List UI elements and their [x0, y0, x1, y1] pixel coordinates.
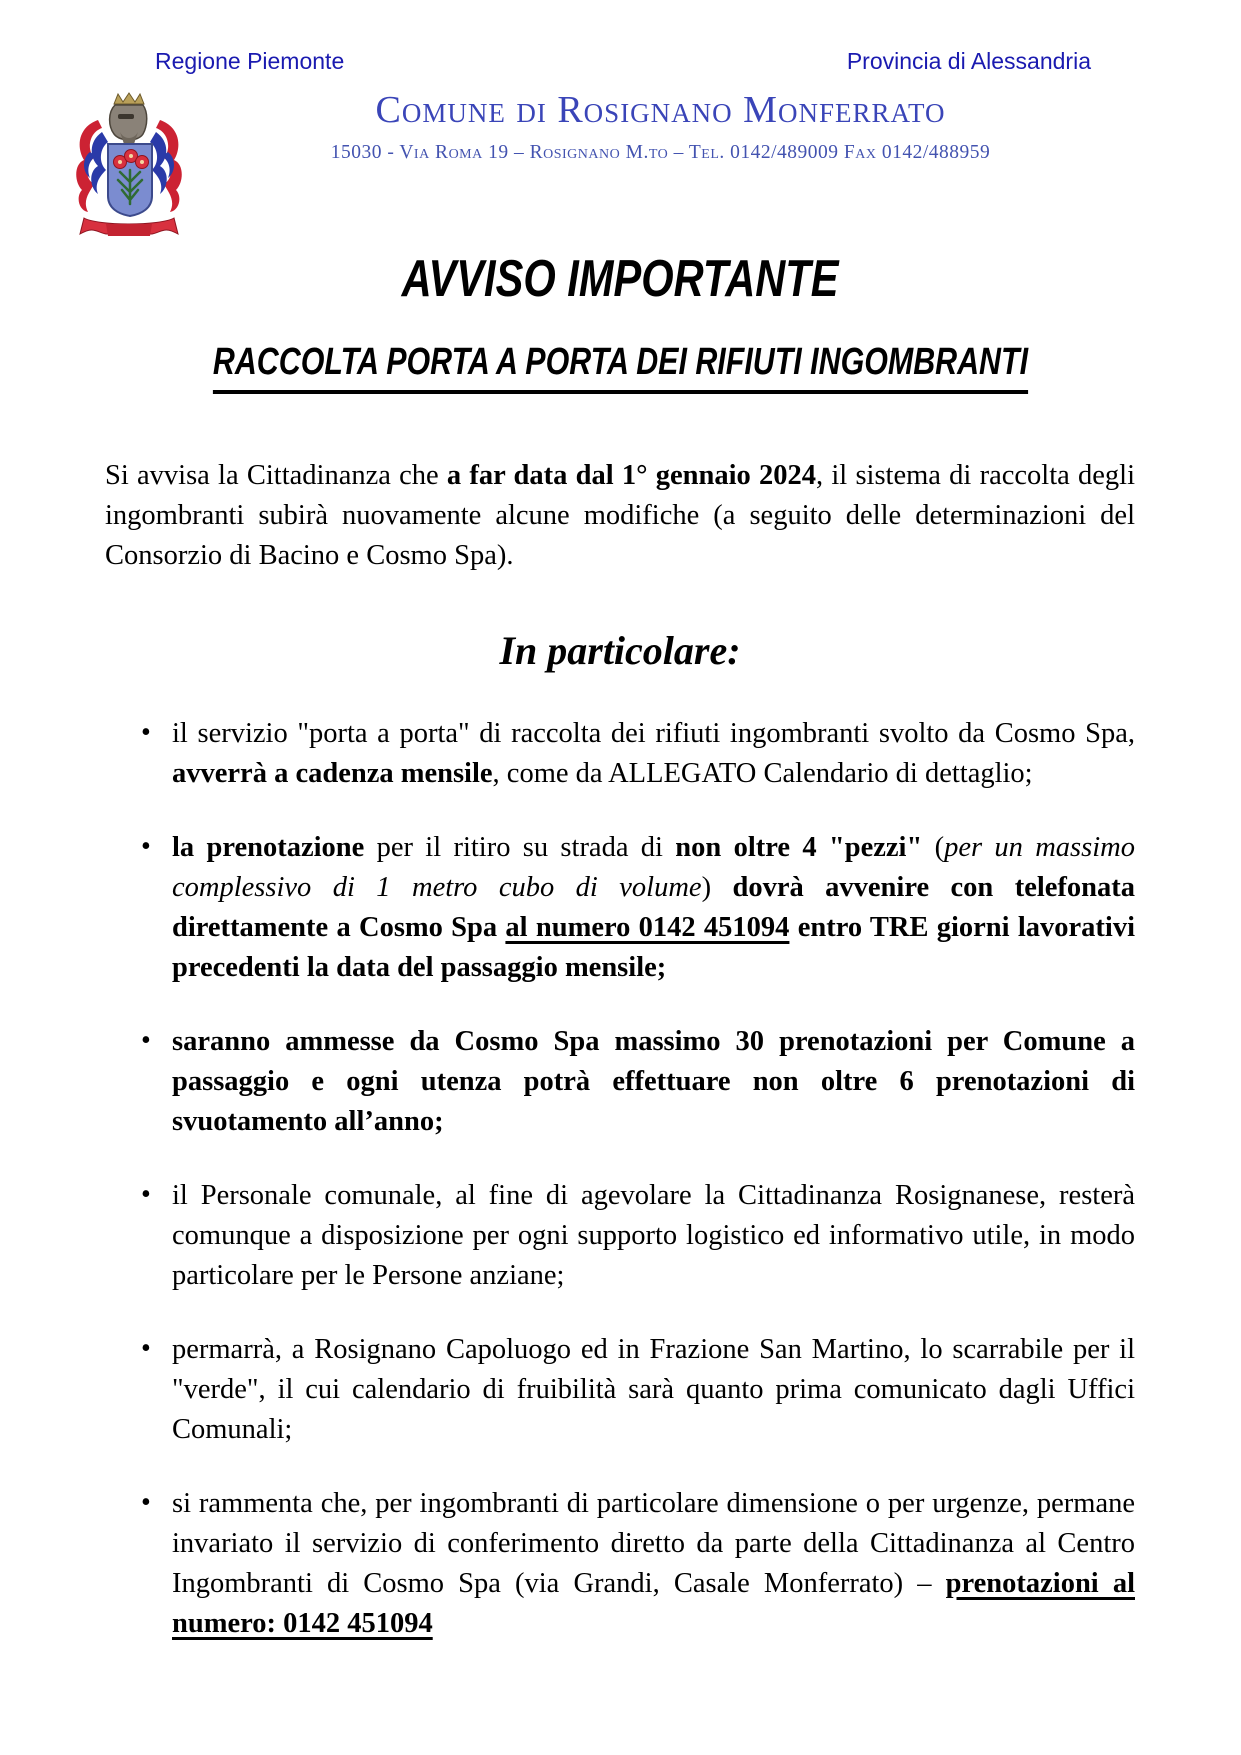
- bullet-item: • si rammenta che, per ingombranti di particolare dimensione o per urgenze, permane invariato il servizio di conferimento diretto da parte della Cittadinanza al Centro Ingombranti di Cosmo Spa (via Grandi, Casale Monferrato) – prenotazioni al numero: 0142 451094: [105, 1484, 1135, 1644]
- bullet-item: • il servizio "porta a porta" di raccolta dei rifiuti ingombranti svolto da Cosmo Spa, avverrà a cadenza mensile, come da ALLEGATO Calendario di dettaglio;: [105, 714, 1135, 794]
- intro-paragraph: Si avvisa la Cittadinanza che a far data dal 1° gennaio 2024, il sistema di raccolta degli ingombranti subirà nuovamente alcune modifiche (a seguito delle determinazioni del Consorzio di Bacino e Cosmo Spa).: [105, 460, 1135, 571]
- header-labels: [155, 48, 1091, 75]
- notice-subtitle: RACCOLTA PORTA A PORTA DEI RIFIUTI INGOMBRANTI: [105, 338, 1135, 394]
- bullet-item: • saranno ammesse da Cosmo Spa massimo 30 prenotazioni per Comune a passaggio e ogni utenza potrà effettuare non oltre 6 prenotazioni di svuotamento all’anno;: [105, 1022, 1135, 1142]
- bullet-item: • il Personale comunale, al fine di agevolare la Cittadinanza Rosignanese, resterà comunque a disposizione per ogni supporto logistico ed informativo utile, in modo particolare per le Persone anziane;: [105, 1176, 1135, 1296]
- bullet-item: • permarrà, a Rosignano Capoluogo ed in Frazione San Martino, lo scarrabile per il "verde", il cui calendario di fruibilità sarà quanto prima comunicato dagli Uffici Comunali;: [105, 1330, 1135, 1450]
- notice-body: [105, 250, 1135, 1678]
- bullet-list: [105, 714, 1135, 1644]
- notice-title: AVVISO IMPORTANTE: [401, 250, 839, 308]
- section-heading: In particolare:: [499, 628, 741, 673]
- bullet-item: • la prenotazione per il ritiro su strada di non oltre 4 "pezzi" (per un massimo complessivo di 1 metro cubo di volume) dovrà avvenire con telefonata direttamente a Cosmo Spa al numero 0142 451094 entro TRE giorni lavorativi precedenti la data del passaggio mensile;: [105, 828, 1135, 988]
- province-label: Provincia di Alessandria: [846, 48, 1091, 74]
- region-label: Regione Piemonte: [155, 48, 345, 74]
- municipality-address: 15030 - Via Roma 19 – Rosignano M.to – Tel. 0142/489009 Fax 0142/488959: [330, 142, 991, 163]
- municipality-title: Comune di Rosignano Monferrato: [375, 89, 946, 131]
